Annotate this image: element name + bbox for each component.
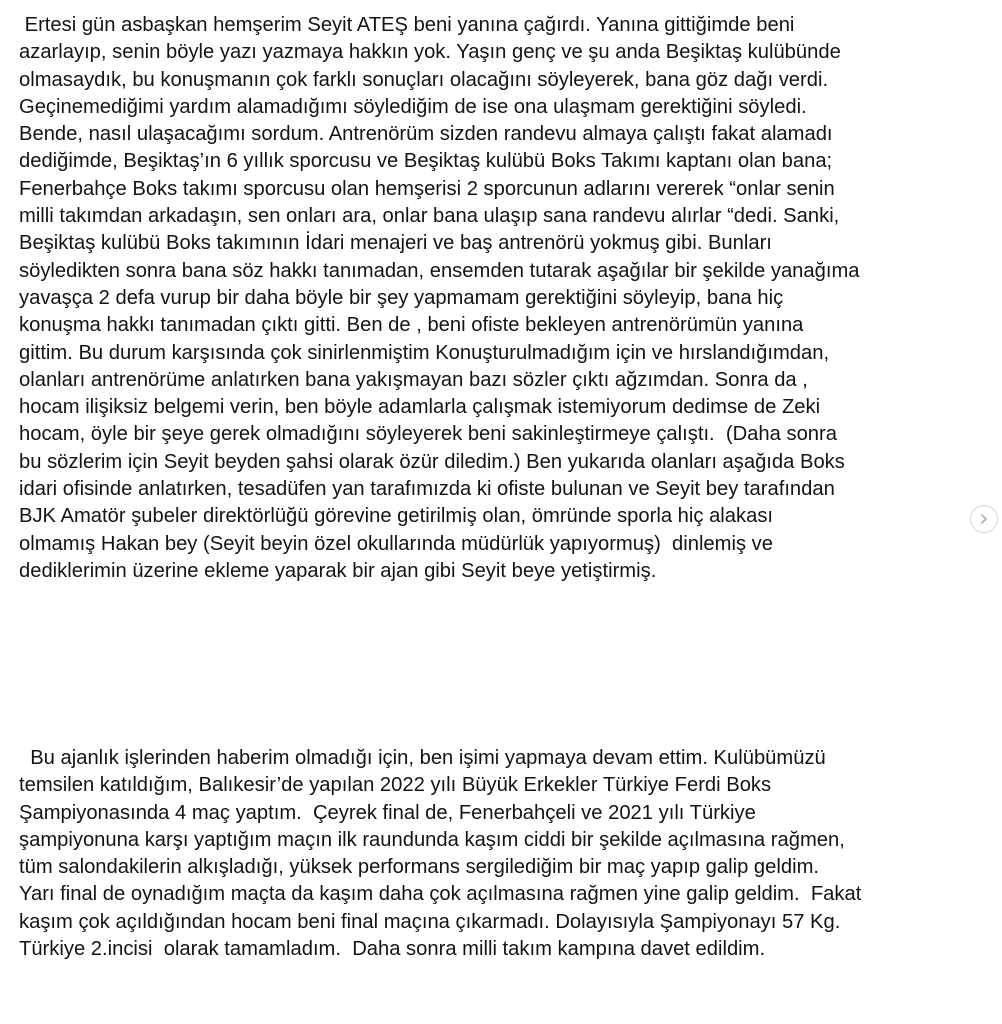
paragraph-1 bbox=[19, 12, 979, 585]
text-line: tüm salondakilerin alkışladığı, yüksek performans sergilediğim bir maç yapıp galip geldim. bbox=[19, 856, 820, 879]
text-line: olmasaydık, bu konuşmanın çok farklı sonuçları olacağını söyleyerek, bana göz dağı verdi. bbox=[19, 68, 829, 91]
text-line: dediğimde, Beşiktaş’ın 6 yıllık sporcusu ve Beşiktaş kulübü Boks Takımı kaptanı olan bana; bbox=[19, 150, 833, 173]
text-line: hocam, öyle bir şeye gerek olmadığını söyleyerek beni sakinleştirmeye çalıştı. (Daha sonra bbox=[19, 423, 837, 446]
paragraph-2 bbox=[19, 745, 979, 963]
text-line: konuşma hakkı tanımadan çıktı gitti. Ben de , beni ofiste bekleyen antrenörümün yanına bbox=[19, 314, 804, 337]
next-slide-button[interactable] bbox=[970, 505, 998, 533]
text-line: idari ofisinde anlatırken, tesadüfen yan tarafımızda ki ofiste bulunan ve Seyit bey tarafından bbox=[19, 478, 835, 501]
text-line: olmamış Hakan bey (Seyit beyin özel okullarında müdürlük yapıyormuş) dinlemiş ve bbox=[19, 532, 773, 555]
text-line: dediklerimin üzerine ekleme yaparak bir ajan gibi Seyit beye yetiştirmiş. bbox=[19, 559, 657, 582]
text-line: kaşım çok açıldığından hocam beni final maçına çıkarmadı. Dolayısıyla Şampiyonayı 57 Kg. bbox=[19, 910, 841, 933]
chevron-right-icon bbox=[978, 513, 990, 525]
text-line: Bu ajanlık işlerinden haberim olmadığı için, ben işimi yapmaya devam ettim. Kulübümüzü bbox=[19, 747, 826, 769]
text-line: bu sözlerim için Seyit beyden şahsi olarak özür diledim.) Ben yukarıda olanları aşağıda Boks bbox=[19, 450, 845, 473]
text-line: milli takımdan arkadaşın, sen onları ara, onlar bana ulaşıp sana randevu alırlar “dedi. Sanki, bbox=[19, 205, 840, 228]
text-line: Şampiyonasında 4 maç yaptım. Çeyrek final de, Fenerbahçeli ve 2021 yılı Türkiye bbox=[19, 801, 756, 824]
text-line: söyledikten sonra bana söz hakkı tanımadan, ensemden tutarak aşağılar bir şekilde yanağıma bbox=[19, 259, 860, 282]
text-line: şampiyonuna karşı yaptığım maçın ilk raundunda kaşım ciddi bir şekilde açılmasına rağmen, bbox=[19, 828, 845, 851]
text-line: yavaşça 2 defa vurup bir daha böyle bir şey yapmamam gerektiğini söyleyip, bana hiç bbox=[19, 286, 784, 309]
text-line: Yarı final de oynadığım maçta da kaşım daha çok açılmasına rağmen yine galip geldim. Fakat bbox=[19, 883, 862, 906]
text-line: temsilen katıldığım, Balıkesir’de yapılan 2022 yılı Büyük Erkekler Türkiye Ferdi Boks bbox=[19, 774, 772, 797]
text-line: Ertesi gün asbaşkan hemşerim Seyit ATEŞ beni yanına çağırdı. Yanına gittiğimde beni bbox=[19, 14, 795, 36]
text-line: Bende, nasıl ulaşacağımı sordum. Antrenörüm sizden randevu almaya çalıştı fakat alamadı bbox=[19, 123, 833, 146]
text-line: Beşiktaş kulübü Boks takımının İdari menajeri ve baş antrenörü yokmuş gibi. Bunları bbox=[19, 232, 772, 255]
text-line: azarlayıp, senin böyle yazı yazmaya hakkın yok. Yaşın genç ve şu anda Beşiktaş kulübünde bbox=[19, 41, 841, 64]
text-line: Fenerbahçe Boks takımı sporcusu olan hemşerisi 2 sporcunun adlarını vererek “onlar senin bbox=[19, 177, 835, 200]
text-line: gittim. Bu durum karşısında çok sinirlenmiştim Konuşturulmadığım için ve hırslandığımdan, bbox=[19, 341, 830, 364]
text-line: BJK Amatör şubeler direktörlüğü görevine getirilmiş olan, ömründe sporla hiç alakası bbox=[19, 505, 774, 528]
text-line: Geçinemediğimi yardım alamadığımı söylediğim de ise ona ulaşmam gerektiğini söyledi. bbox=[19, 95, 807, 118]
text-line: olanları antrenörüme anlatırken bana yakışmayan bazı sözler çıktı ağzımdan. Sonra da , bbox=[19, 368, 808, 391]
text-line: hocam ilişiksiz belgemi verin, ben böyle adamlarla çalışmak istemiyorum dedimse de Zeki bbox=[19, 396, 821, 419]
text-line: Türkiye 2.incisi olarak tamamladım. Daha sonra milli takım kampına davet edildim. bbox=[19, 938, 766, 961]
